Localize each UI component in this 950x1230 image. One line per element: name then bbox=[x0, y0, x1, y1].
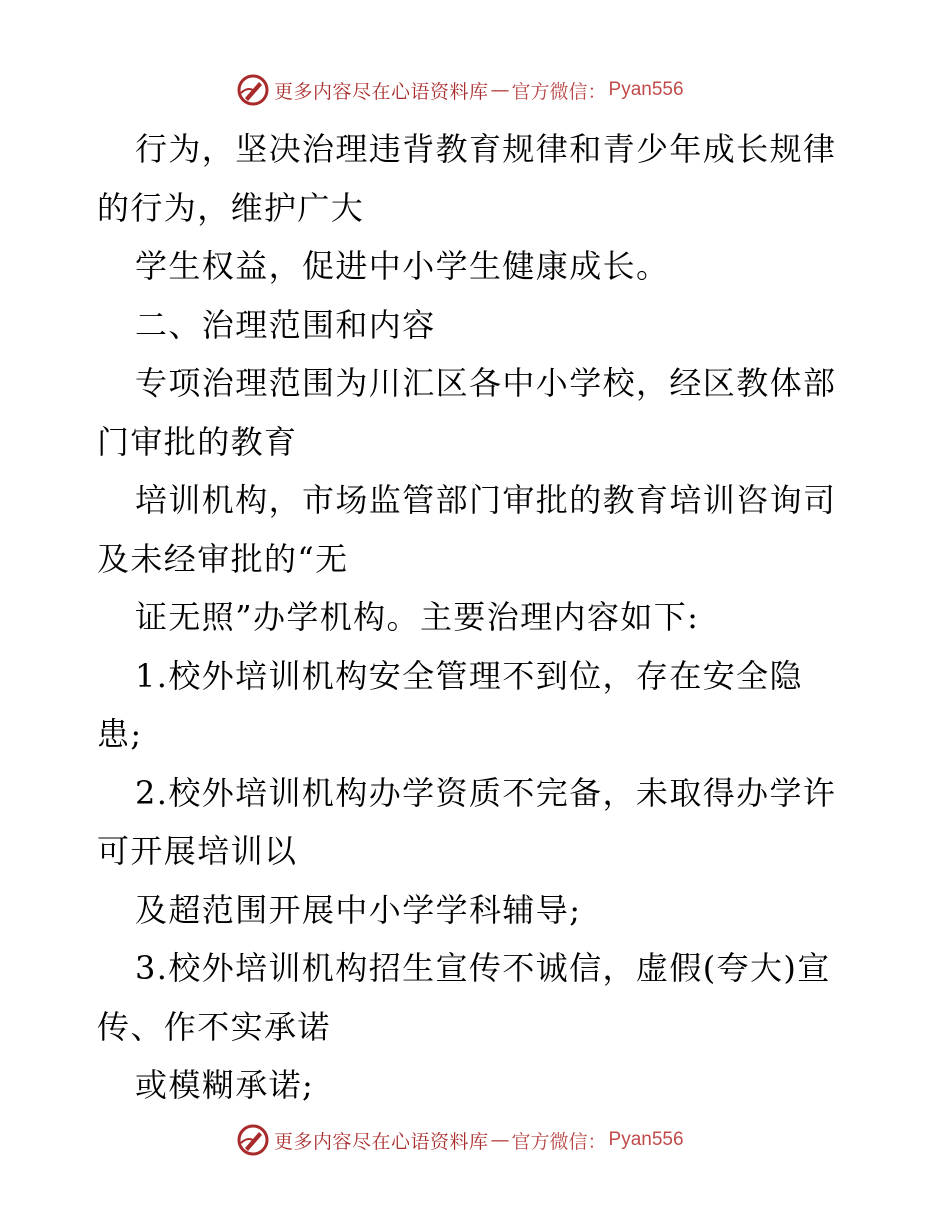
body-line: 培训机构，市场监管部门审批的教育培训咨询司 bbox=[135, 481, 837, 519]
watermark-wechat-id: Pyan556 bbox=[608, 79, 684, 100]
list-item: 2.校外培训机构办学资质不完备，未取得办学许 bbox=[135, 773, 837, 812]
footer-watermark bbox=[236, 1120, 684, 1160]
body-line: 行为，坚决治理违背教育规律和青少年成长规律 bbox=[135, 130, 837, 168]
list-item-continuation: 及超范围开展中小学学科辅导; bbox=[135, 890, 582, 929]
body-line: 证无照”办学机构。主要治理内容如下: bbox=[135, 598, 700, 636]
section-heading: 二、治理范围和内容 bbox=[135, 305, 436, 344]
watermark-separator: — bbox=[490, 79, 510, 101]
list-item: 3.校外培训机构招生宣传不诚信，虚假(夸大)宣 bbox=[135, 949, 831, 987]
list-item: 1.校外培训机构安全管理不到位，存在安全隐 bbox=[135, 656, 803, 695]
body-line: 的行为，维护广大 bbox=[97, 188, 365, 227]
watermark-official-label: 官方微信： bbox=[511, 80, 607, 103]
watermark-site-text: 更多内容尽在心语资料库 bbox=[274, 80, 489, 103]
watermark-site-text: 更多内容尽在心语资料库 bbox=[274, 1130, 489, 1153]
pen-logo-icon bbox=[236, 1123, 270, 1157]
list-item-continuation: 或模糊承诺; bbox=[135, 1066, 315, 1104]
list-item-continuation: 传、作不实承诺 bbox=[97, 1007, 331, 1046]
document-body bbox=[97, 120, 857, 1115]
body-line: 学生权益，促进中小学生健康成长。 bbox=[135, 247, 670, 285]
watermark-wechat-id: Pyan556 bbox=[608, 1129, 684, 1150]
body-line: 专项治理范围为川汇区各中小学校，经区教体部 bbox=[135, 364, 837, 402]
body-line: 及未经审批的“无 bbox=[97, 539, 349, 578]
pen-logo-icon bbox=[236, 73, 270, 107]
list-item-continuation: 患; bbox=[97, 715, 143, 753]
body-line: 门审批的教育 bbox=[97, 422, 298, 461]
header-watermark bbox=[236, 70, 684, 110]
watermark-separator: — bbox=[490, 1129, 510, 1151]
list-item-continuation: 可开展培训以 bbox=[97, 832, 298, 870]
watermark-official-label: 官方微信： bbox=[511, 1130, 607, 1153]
